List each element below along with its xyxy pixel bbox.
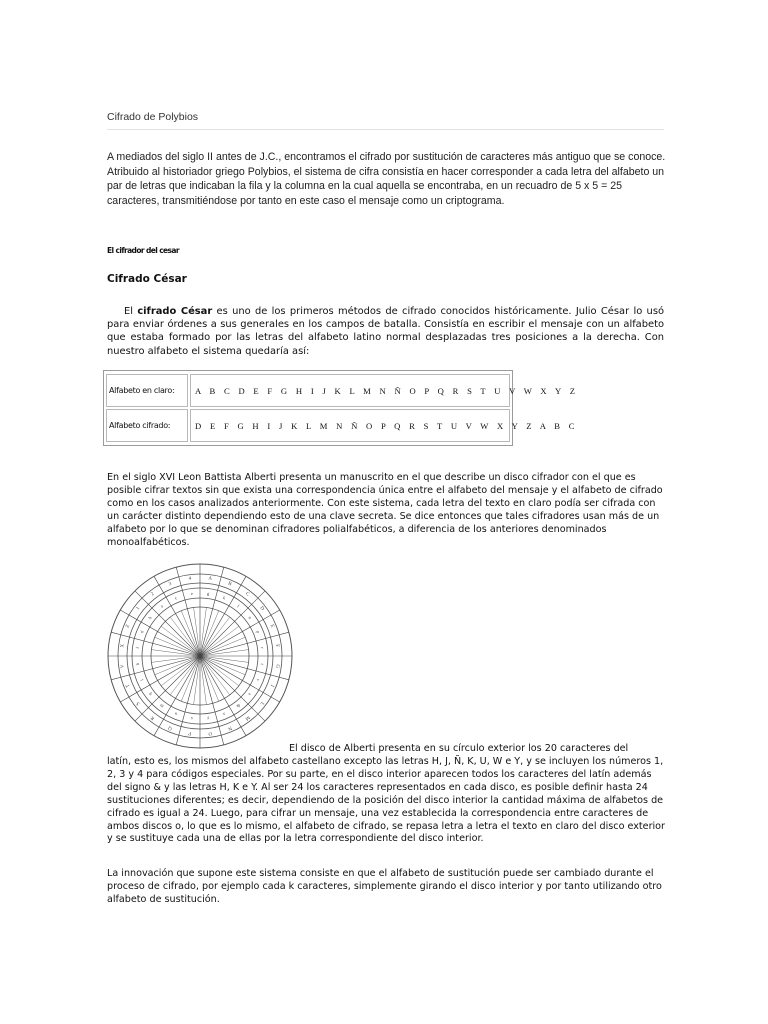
paragraph-alberti: En el siglo XVI Leon Battista Alberti presenta un manuscrito en el que describe un disco cifrador con el que es posible cifrar textos sin que exista una correspondencia única entre el alfabeto del mensaje y el alfabeto de cifrado como en los casos analizados anteriormente. Con este sistema, cada letra del texto en claro podía ser cifrada con un carácter distinto dependiendo esto de una clave secreta. Se dice entonces que tales cifradores usan más de un alfabeto por lo que se denominan cifradores polialfabéticos, a diferencia de los anteriores denominados monoalfabéticos. (107, 472, 663, 548)
disk-paragraph-rest: latín, esto es, los mismos del alfabeto castellano excepto las letras H, J, Ñ, K, U, W e Y, y se incluyen los números 1, 2, 3 y 4 para códigos especiales. Por su parte, en el disco interior aparecen todos los caracteres del latín además del signo & y las letras H, K e Y. Al ser 24 los caracteres representados en cada disco, es posible definir hasta 24 sustituciones diferentes; es decir, dependiendo de la posición del disco interior la cantidad máxima de alfabetos de cifrado es igual a 24. Luego, para cifrar un mensaje, una vez establecida la correspondencia entre caracteres de ambos discos o, lo que es lo mismo, el alfabeto de cifrado, se repasa letra a letra el texto en claro del disco exterior y se sustituye cada una de ellas por la letra correspondiente del disco interior. (107, 756, 665, 845)
disk-inner-letter: c (173, 595, 178, 601)
disk-outer-letter: P (188, 730, 192, 736)
paragraph-polybios: A mediados del siglo II antes de J.C., encontramos el cifrado por sustitución de caracteres más antiguo que se conoce. Atribuido al historiador griego Polybios, el sistema de cifra consistía en hacer corresponder a cada letra del alfabeto un par de letras que indicaban la fila y la columna en la cual aquella se encontraba, en un recuadro de 5 x 5 = 25 caracteres, transmitiéndose por tanto en este caso el mensaje como un criptograma. (107, 151, 666, 207)
disk-outer-letter: S (135, 700, 142, 706)
disk-inner-letter: e (190, 590, 194, 597)
disk-outer-letter: O (207, 730, 213, 736)
disk-inner-letter: o (173, 711, 178, 717)
disk-inner-letter: p (255, 629, 261, 634)
cipher-alphabet-letters: D E F G H I J K L M N Ñ O P Q R S T U V W X Y Z A B C (190, 409, 510, 442)
disk-outer-letter: V (120, 663, 126, 669)
cipher-alphabet-label: Alfabeto cifrado: (106, 409, 188, 442)
disk-outer-letter: X (120, 643, 126, 649)
disk-sector-line (200, 656, 265, 721)
disk-outer-letter: B (227, 581, 233, 588)
plain-alphabet-letters: A B C D E F G H I J K L M N Ñ O P Q R S T U V W X Y Z (190, 374, 510, 407)
disk-inner-letter: f (134, 646, 141, 649)
disk-outer-letter: 4 (188, 576, 192, 582)
disk-inner-letter: n (247, 615, 253, 621)
disk-outer-letter: I (268, 683, 275, 688)
caesar-paragraph (107, 305, 664, 358)
caesar-paragraph-suffix: es uno de los primeros métodos de cifrado conocidos históricamente. Julio César lo usó para enviar órdenes a sus generales en los campos de batalla. Consistía en escribir el mensaje con un alfabeto que estaba formado por las letras del alfabeto latino normal desplazadas tres posiciones a la derecha. Con nuestro alfabeto el sistema quedaría así: (107, 306, 665, 357)
section-title: Cifrado de Polybios (107, 111, 664, 130)
disk-outer-letter: L (258, 700, 265, 706)
disk-inner-letter: h (134, 662, 141, 666)
disk-sector-line (200, 591, 265, 656)
paragraph-innovation: La innovación que supone este sistema consiste en que el alfabeto de sustitución puede ser cambiado durante el proceso de cifrado, por ejemplo cada k caracteres, simplemente girando el disco interior y por tanto utilizando otro alfabeto de sustitución. (107, 868, 662, 905)
disk-center-dot (199, 655, 202, 658)
disk-inner-letter: v (255, 678, 261, 683)
disk-outer-letter: D (258, 605, 265, 612)
disk-outer-letter: G (274, 663, 280, 669)
disk-outer-letter: R (149, 714, 156, 721)
disk-inner-letter: x (222, 711, 227, 717)
disk-inner-letter: s (190, 715, 193, 722)
disk-inner-letter: d (139, 629, 145, 634)
disk-inner-letter: t (259, 663, 266, 666)
disk-outer-letter: 2 (150, 591, 156, 598)
disk-inner-letter: q (147, 691, 153, 697)
disk-inner-letter: a (159, 603, 164, 609)
caesar-paragraph-bold: cifrado César (137, 306, 213, 317)
disk-outer-letter: 1 (135, 606, 142, 612)
disk-inner-letter: i (139, 678, 145, 682)
disk-inner-letter: & (235, 702, 242, 710)
disk-outer-letter: F (274, 644, 280, 648)
disk-sector-line (135, 656, 200, 721)
disk-inner-letter: l (236, 603, 241, 609)
cipher-alphabet-row (106, 409, 578, 442)
disk-inner-letter: r (259, 646, 266, 649)
caesar-heading: Cifrado César (107, 273, 187, 285)
disk-inner-letter: z (247, 692, 253, 697)
disk-outer-letter: M (243, 714, 251, 721)
disk-inner-letter: m (158, 702, 165, 710)
disk-outer-letter: T (125, 683, 132, 689)
disk-outer-letter: 3 (168, 581, 173, 588)
disk-inner-letter: g (206, 590, 210, 597)
disk-outer-letter: E (268, 623, 275, 629)
disk-inner-letter: k (222, 595, 227, 601)
cipher-table (103, 370, 579, 446)
plain-alphabet-label: Alfabeto en claro: (106, 374, 188, 407)
plain-alphabet-row (106, 374, 579, 407)
caesar-paragraph-prefix: El (124, 306, 138, 317)
disk-inner-letter: y (206, 715, 210, 722)
disk-outer-letter: N (227, 724, 233, 731)
disk-outer-letter: A (207, 576, 213, 582)
disk-outer-letter: C (244, 591, 251, 598)
small-heading: El cifrador del cesar (107, 246, 179, 255)
alberti-disk-image (107, 558, 293, 754)
disk-paragraph-first-line: El disco de Alberti presenta en su círculo exterior los 20 caracteres del (289, 743, 629, 754)
disk-outer-letter: Z (125, 623, 132, 629)
disk-outer-letter: Q (167, 724, 173, 731)
disk-sector-line (135, 591, 200, 656)
disk-inner-letter: b (147, 615, 153, 621)
